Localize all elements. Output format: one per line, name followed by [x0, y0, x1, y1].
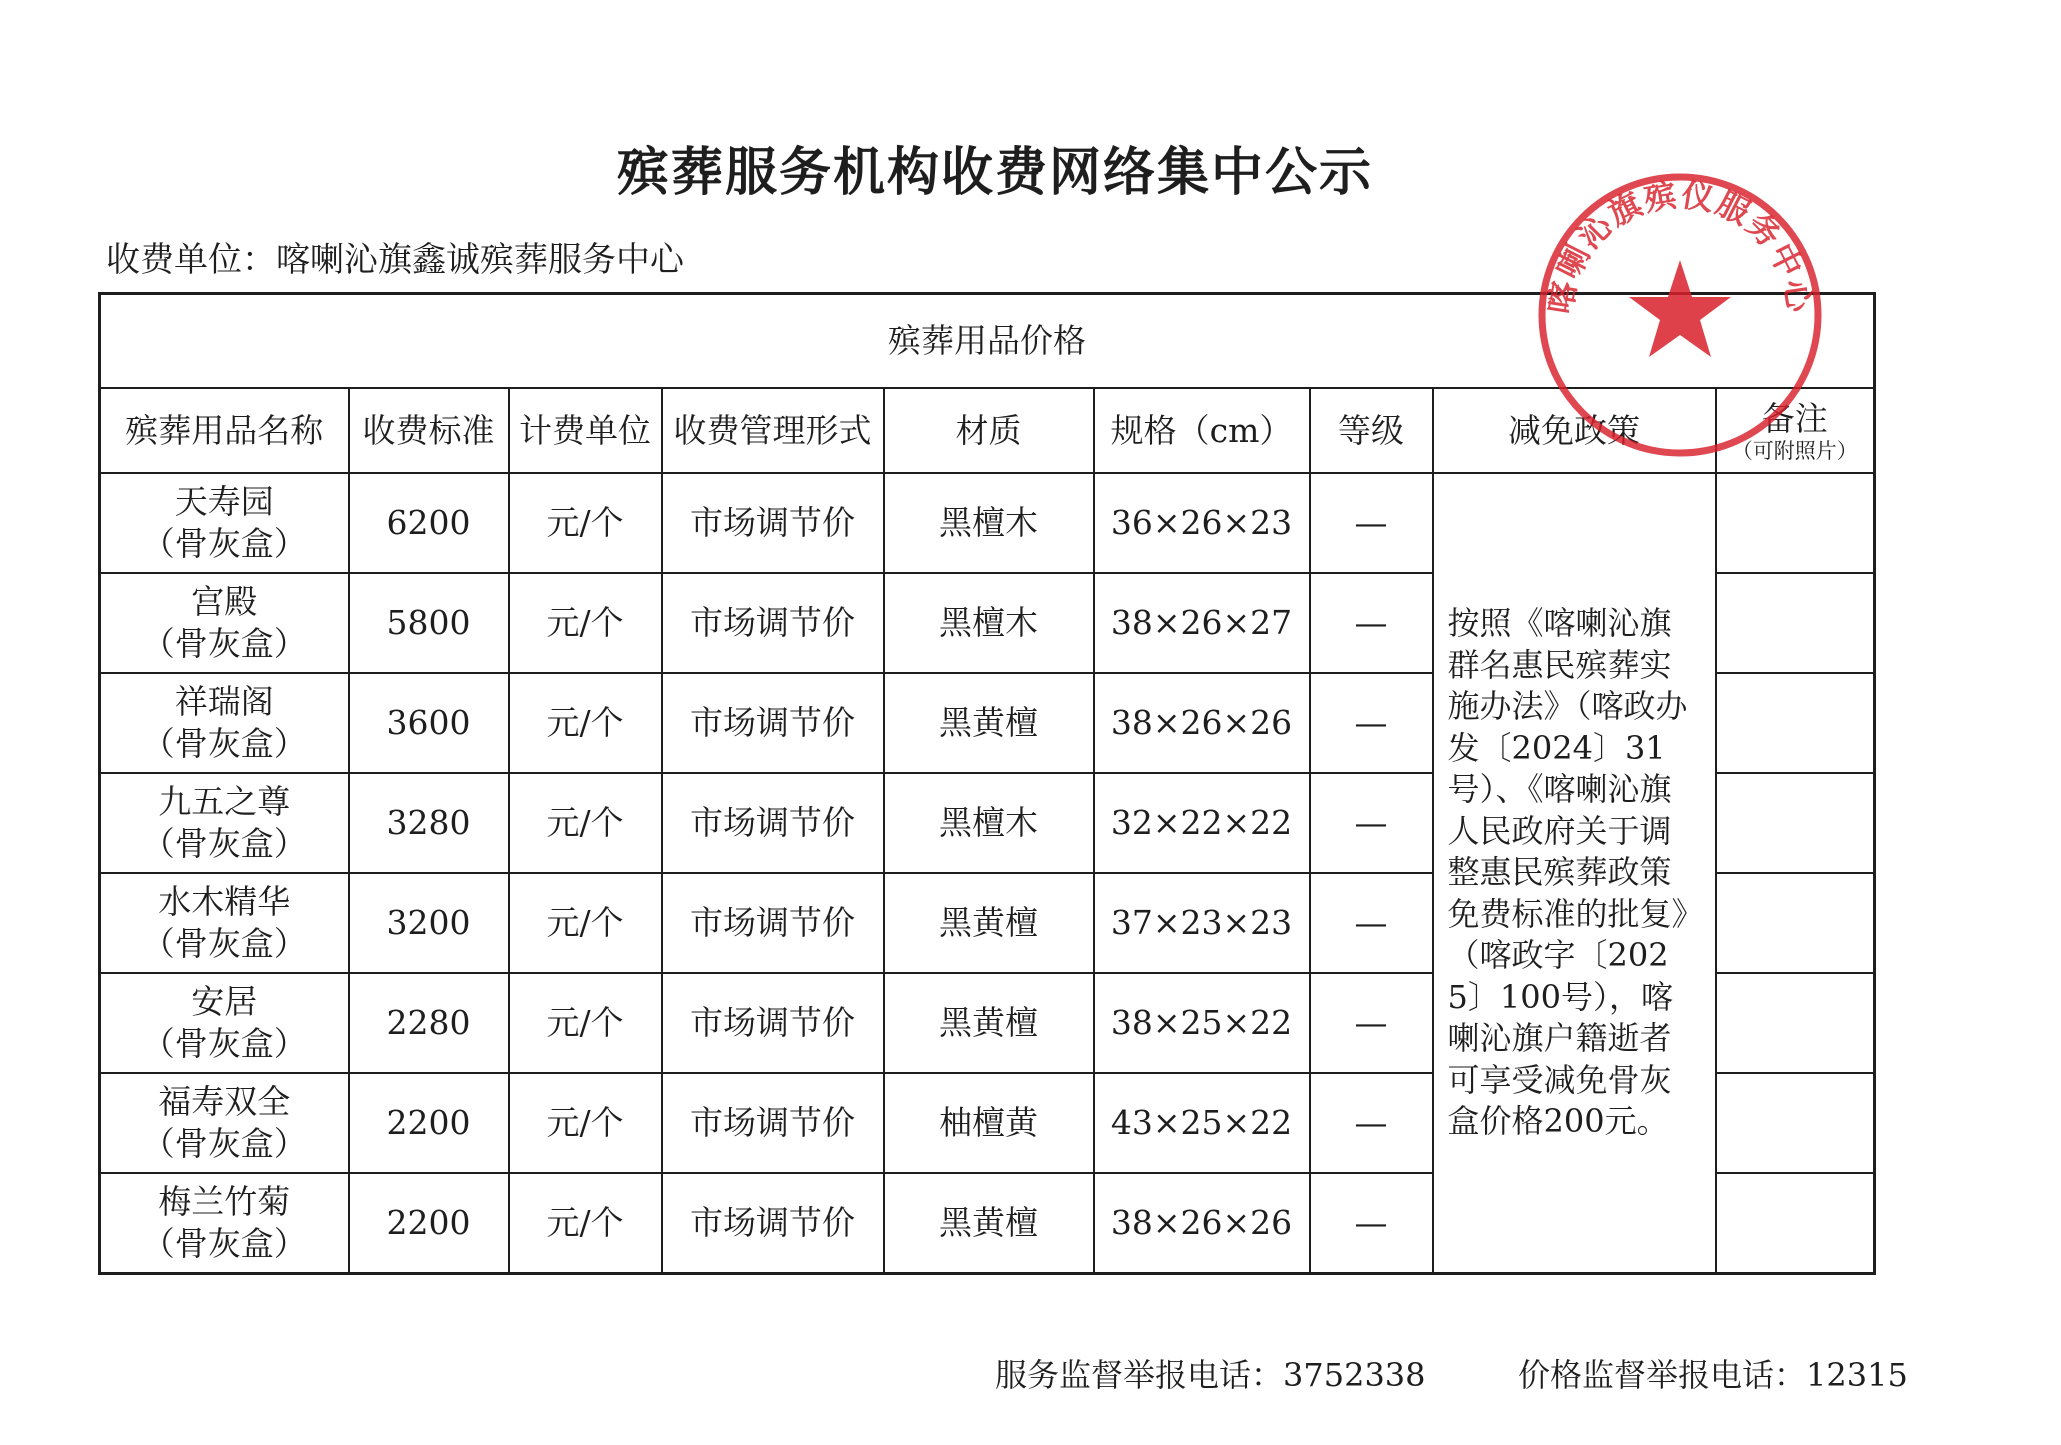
item-type: （骨灰盒）	[141, 724, 307, 763]
grade-cell: —	[1310, 1073, 1433, 1173]
item-name-cell	[100, 773, 349, 873]
item-name: 梅兰竹菊	[158, 1182, 291, 1221]
item-name-cell	[100, 573, 349, 673]
grade-cell: —	[1310, 573, 1433, 673]
section-title: 殡葬用品价格	[100, 294, 1875, 389]
unit-cell: 元/个	[509, 673, 662, 773]
note-cell	[1716, 1073, 1875, 1173]
grade-cell: —	[1310, 973, 1433, 1073]
price-hotline: 价格监督举报电话：12315	[1518, 1356, 1908, 1394]
note-cell	[1716, 573, 1875, 673]
management-cell: 市场调节价	[662, 973, 884, 1073]
management-cell: 市场调节价	[662, 773, 884, 873]
spec-cell: 36×26×23	[1094, 473, 1310, 573]
spec-cell: 32×22×22	[1094, 773, 1310, 873]
item-name: 安居	[191, 982, 258, 1021]
spec-cell: 43×25×22	[1094, 1073, 1310, 1173]
policy-cell: 按照《喀喇沁旗群名惠民殡葬实施办法》（喀政办发〔2024〕31号）、《喀喇沁旗人民政府关于调整惠民殡葬政策免费标准的批复》（喀政字〔2025〕100号），喀喇沁旗户籍逝者可享受减免骨灰盒价格200元。	[1433, 473, 1716, 1274]
unit-cell: 元/个	[509, 973, 662, 1073]
price-cell: 3280	[349, 773, 509, 873]
spec-cell: 37×23×23	[1094, 873, 1310, 973]
material-cell: 黑黄檀	[884, 873, 1094, 973]
item-name: 水木精华	[158, 882, 291, 921]
management-cell: 市场调节价	[662, 1073, 884, 1173]
item-name: 祥瑞阁	[174, 682, 274, 721]
item-type: （骨灰盒）	[141, 524, 307, 563]
price-cell: 2200	[349, 1073, 509, 1173]
note-cell	[1716, 773, 1875, 873]
material-cell: 黑檀木	[884, 573, 1094, 673]
item-type: （骨灰盒）	[141, 1024, 307, 1063]
item-type: （骨灰盒）	[141, 1124, 307, 1163]
price-cell: 2280	[349, 973, 509, 1073]
management-cell: 市场调节价	[662, 473, 884, 573]
material-cell: 黑黄檀	[884, 973, 1094, 1073]
price-cell: 2200	[349, 1173, 509, 1274]
grade-cell: —	[1310, 773, 1433, 873]
price-cell: 3200	[349, 873, 509, 973]
charging-unit: 收费单位：喀喇沁旗鑫诚殡葬服务中心	[106, 240, 684, 280]
price-cell: 5800	[349, 573, 509, 673]
unit-cell: 元/个	[509, 1173, 662, 1274]
item-name: 福寿双全	[158, 1082, 291, 1121]
item-name: 天寿园	[174, 482, 274, 521]
item-name-cell	[100, 1073, 349, 1173]
unit-cell: 元/个	[509, 873, 662, 973]
col-header-grade: 等级	[1310, 388, 1433, 473]
unit-cell: 元/个	[509, 773, 662, 873]
seal-star-icon	[1629, 260, 1731, 357]
price-cell: 6200	[349, 473, 509, 573]
unit-cell: 元/个	[509, 473, 662, 573]
spec-cell: 38×26×26	[1094, 673, 1310, 773]
spec-cell: 38×26×27	[1094, 573, 1310, 673]
item-name-cell	[100, 1173, 349, 1274]
material-cell: 黑檀木	[884, 473, 1094, 573]
item-name-cell	[100, 673, 349, 773]
col-header-name: 殡葬用品名称	[100, 388, 349, 473]
management-cell: 市场调节价	[662, 873, 884, 973]
col-header-spec: 规格（cm）	[1094, 388, 1310, 473]
item-type: （骨灰盒）	[141, 824, 307, 863]
note-cell	[1716, 973, 1875, 1073]
material-cell: 柚檀黄	[884, 1073, 1094, 1173]
grade-cell: —	[1310, 873, 1433, 973]
col-header-management: 收费管理形式	[662, 388, 884, 473]
unit-cell: 元/个	[509, 1073, 662, 1173]
item-type: （骨灰盒）	[141, 924, 307, 963]
material-cell: 黑黄檀	[884, 673, 1094, 773]
note-cell	[1716, 473, 1875, 573]
item-name-cell	[100, 473, 349, 573]
note-cell	[1716, 1173, 1875, 1274]
item-type: （骨灰盒）	[141, 624, 307, 663]
grade-cell: —	[1310, 673, 1433, 773]
note-header-label: 备注	[1761, 398, 1828, 438]
note-header-sub: （可附照片）	[1731, 438, 1858, 463]
grade-cell: —	[1310, 1173, 1433, 1274]
management-cell: 市场调节价	[662, 573, 884, 673]
col-header-material: 材质	[884, 388, 1094, 473]
note-cell	[1716, 673, 1875, 773]
material-cell: 黑檀木	[884, 773, 1094, 873]
item-name-cell	[100, 873, 349, 973]
item-name: 九五之尊	[158, 782, 291, 821]
spec-cell: 38×25×22	[1094, 973, 1310, 1073]
item-name-cell	[100, 973, 349, 1073]
spec-cell: 38×26×26	[1094, 1173, 1310, 1274]
table-row	[100, 473, 1875, 573]
item-name: 宫殿	[191, 582, 258, 621]
col-header-policy: 减免政策	[1433, 388, 1716, 473]
price-cell: 3600	[349, 673, 509, 773]
service-hotline: 服务监督举报电话：3752338	[995, 1356, 1426, 1394]
col-header-unit: 计费单位	[509, 388, 662, 473]
management-cell: 市场调节价	[662, 1173, 884, 1274]
grade-cell: —	[1310, 473, 1433, 573]
management-cell: 市场调节价	[662, 673, 884, 773]
official-seal-stamp	[1530, 165, 1830, 465]
note-cell	[1716, 873, 1875, 973]
col-header-price: 收费标准	[349, 388, 509, 473]
material-cell: 黑黄檀	[884, 1173, 1094, 1274]
page-title: 殡葬服务机构收费网络集中公示	[616, 142, 1373, 203]
seal-text: 喀喇沁旗殡仪服务中心	[1541, 175, 1819, 317]
item-type: （骨灰盒）	[141, 1224, 307, 1263]
unit-cell: 元/个	[509, 573, 662, 673]
